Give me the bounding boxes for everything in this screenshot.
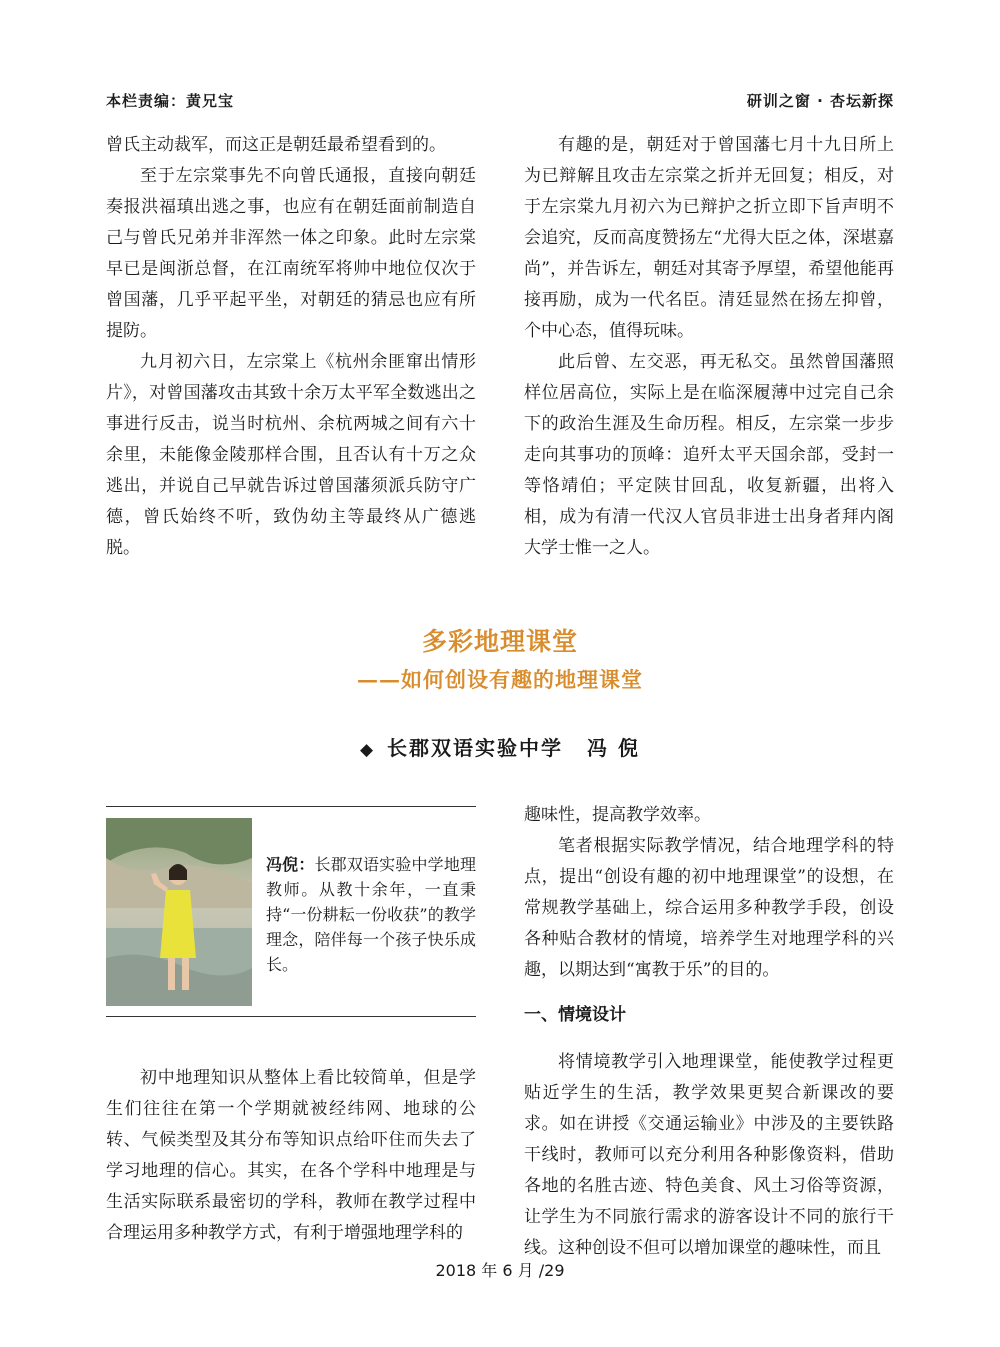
header-editor: 本栏责编：黄兄宝 [106,92,235,110]
paragraph: 至于左宗棠事先不向曾氏通报，直接向朝廷奏报洪福瑱出逃之事，也应有在朝廷面前制造自己与曾氏兄弟并非浑然一体之印象。此时左宗棠早已是闽浙总督，在江南统军将帅中地位仅次于曾国藩，几乎平起平坐，对朝廷的猜忌也应有所提防。 [106,166,476,341]
article-subtitle: ——如何创设有趣的地理课堂 [357,667,643,692]
diamond-icon: ◆ [359,740,376,760]
paragraph: 此后曾、左交恶，再无私交。虽然曾国藩照样位居高位，实际上是在临深履薄中过完自己余下的政治生涯及生命历程。相反，左宗棠一步步走向其事功的顶峰：追歼太平天国余部，受封一等恪靖伯；平定陕甘回乱，收复新疆，出将入相，成为有清一代汉人官员非进士出身者拜内阁大学士惟一之人。 [524,352,894,558]
author-name: 冯 倪 [587,736,641,760]
byline [0,732,1000,761]
header-column-name: 研训之窗 · 杏坛新探 [746,92,894,110]
bio-bottom-rule [106,1016,476,1017]
section-heading: 一、情境设计 [524,1005,626,1025]
author-photo [106,818,252,1006]
paragraph: 曾氏主动裁军，而这正是朝廷最希望看到的。 [106,135,446,155]
bio-top-rule [106,806,476,807]
bio-name: 冯倪： [266,855,315,874]
top-right-column [524,130,894,564]
article-title: 多彩地理课堂 [421,627,578,656]
author-bio [266,852,476,977]
author-school: 长郡双语实验中学 [387,736,564,760]
paragraph: 趣味性，提高教学效率。 [524,805,711,825]
paragraph: 九月初六日，左宗棠上《杭州余匪窜出情形片》，对曾国藩攻击其致十余万太平军全数逃出之事进行反击，说当时杭州、余杭两城之间有六十余里，未能像金陵那样合围，且否认有十万之众逃出，并说自己早就告诉过曾国藩须派兵防守广德，曾氏始终不听，致伪幼主等最终从广德逃脱。 [106,352,476,558]
bottom-right-column [524,800,894,1264]
bottom-left-column [106,1063,476,1249]
page-footer: 2018 年 6 月 /29 [435,1261,565,1280]
paragraph: 初中地理知识从整体上看比较简单，但是学生们往往在第一个学期就被经纬网、地球的公转、气候类型及其分布等知识点给吓住而失去了学习地理的信心。其实，在各个学科中地理是与生活实际联系最密切的学科，教师在教学过程中合理运用多种教学方式，有利于增强地理学科的 [106,1068,476,1243]
paragraph: 笔者根据实际教学情况，结合地理学科的特点，提出“创设有趣的初中地理课堂”的设想，在常规教学基础上，综合运用多种教学手段，创设各种贴合教材的情境，培养学生对地理学科的兴趣，以期达到“寓教于乐”的目的。 [524,836,894,980]
bio-text: 长郡双语实验中学地理教师。从教十余年，一直秉持“一份耕耘一份收获”的教学理念，陪伴每一个孩子快乐成长。 [266,855,476,974]
top-left-column [106,130,476,564]
paragraph: 有趣的是，朝廷对于曾国藩七月十九日所上为已辩解且攻击左宗棠之折并无回复；相反，对于左宗棠九月初六为已辩护之折立即下旨声明不会追究，反而高度赞扬左“尤得大臣之体，深堪嘉尚”，并告诉左，朝廷对其寄予厚望，希望他能再接再励，成为一代名臣。清廷显然在扬左抑曾，个中心态，值得玩味。 [524,135,894,341]
paragraph: 将情境教学引入地理课堂，能使教学过程更贴近学生的生活，教学效果更契合新课改的要求。如在讲授《交通运输业》中涉及的主要铁路干线时，教师可以充分利用各种影像资料，借助各地的名胜古迹、特色美食、风土习俗等资源，让学生为不同旅行需求的游客设计不同的旅行干线。这种创设不但可以增加课堂的趣味性，而且 [524,1052,894,1258]
